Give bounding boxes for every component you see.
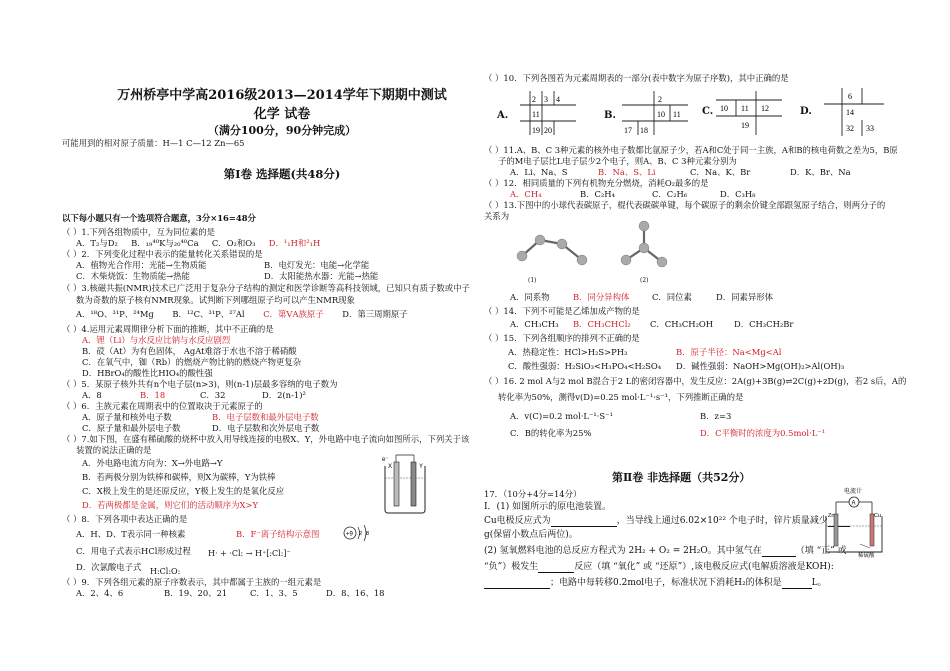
q10-a-n6: 20: [544, 126, 552, 135]
q13-molecule-2: [616, 220, 676, 275]
q17-line5: [484, 562, 834, 573]
q15-stem: （ ）15．下列各组顺序的排列不正确的是: [484, 333, 640, 343]
q13-opt-c: C．同位素: [652, 292, 692, 302]
q8-opt-d: D．次氯酸电子式: [76, 562, 142, 572]
q10-table-c: [714, 88, 784, 138]
q11-stem2: 子的M电子层比L电子层少2个电子，则A、B、C 3种元素分别为: [498, 156, 737, 166]
q12-opt-a: A．CH₄: [510, 189, 542, 199]
q7-opt-c: C．X极上发生的是还原反应，Y极上发生的是氧化反应: [82, 486, 285, 496]
q17-head: 17．（10分+4分=14分）: [484, 489, 582, 499]
q8-hcl-formula: H· + ·Cl: → H⁺[:Cl:]⁻: [208, 549, 291, 558]
q17-blank-cu-eq[interactable]: [551, 517, 617, 527]
q4-stem: （ ）4.运用元素周期律分析下面的推断，其中不正确的是: [62, 324, 274, 334]
q6-stem: （ ）6．主族元素在周期表中的位置取决于元素原子的: [62, 401, 263, 411]
q10-opt-b-label: B.: [604, 110, 616, 121]
q12-opt-b: B．C₂H₄: [580, 189, 615, 199]
q17-l2a: Cu电极反应式为: [484, 516, 551, 526]
q1-opt-b: B．₁₉⁴⁰K与₂₀⁴⁰Ca: [131, 238, 199, 248]
q7-stem: （ ）7.如下图，在盛有稀硫酸的烧杯中放入用导线连接的电极X、Y，外电路中电子流向如图所示，下列关于该: [62, 434, 470, 444]
q17-diag-cu-label: Cu: [874, 513, 882, 519]
q12-stem: （ ）12．相同质量的下列有机物充分燃烧，消耗O₂最多的是: [484, 178, 709, 188]
q7-stem2: 装置的说法正确的是: [76, 445, 152, 455]
q17-line4: [484, 546, 847, 557]
q4-opt-d: D．HBrO₄的酸性比HIO₄的酸性强: [82, 368, 213, 378]
q10-d-n4: 33: [866, 124, 874, 133]
q17-blank-reaction-type[interactable]: [538, 563, 574, 573]
q3-stem: （ ）3.核磁共振(NMR)技术已广泛用于复杂分子结构的测定和医学诊断等高科技领域，已知只有质子数或中子: [62, 283, 470, 293]
q1-stem: （ ）1.下列各组物质中，互为同位素的是: [62, 227, 216, 237]
part2-title: 第Ⅱ卷 非选择题（共52分）: [612, 471, 751, 484]
q11-opt-d: D．K、Br、Na: [790, 167, 851, 177]
q10-b-n5: 18: [640, 126, 648, 135]
q10-c-n1: 10: [720, 104, 728, 113]
q9-opt-c: C．1、3、5: [250, 588, 298, 598]
q10-c-n2: 11: [741, 104, 749, 113]
q11-opt-a: A．Li、Na、S: [510, 167, 568, 177]
q10-b-n2: 10: [657, 110, 665, 119]
q10-a-n3: 4: [556, 95, 560, 104]
q10-table-b: [620, 88, 690, 138]
q13-label-2: (2): [640, 277, 649, 284]
q10-opt-a-label: A.: [497, 110, 509, 121]
q2-opt-a: A．植物光合作用：光能→生物质能: [76, 260, 207, 270]
q3-options: [76, 309, 408, 320]
exam-title: 万州桥亭中学高2016级2013—2014学年下期期中测试: [117, 88, 447, 103]
q2-stem: （ ）2．下列变化过程中表示的能量转化关系错误的是: [62, 249, 263, 259]
q5-opt-c: C．32: [200, 390, 226, 400]
q16-opt-c: C．B的转化率为25%: [510, 428, 592, 438]
q5-opt-d: D．2(n-1)²: [262, 390, 306, 400]
q10-stem: （ ）10．下列各图若为元素周期表的一部分(表中数字为原子序数)，其中正确的是: [484, 73, 789, 83]
q17-l4b: （填 “正” 或: [795, 546, 847, 556]
q16-stem: （ ）16. 2 mol A与2 mol B混合于2 L的密闭容器中，发生反应：2A(g)+3B(g)⇌2C(g)+zD(g)，若2 s后，A的: [484, 376, 907, 386]
q8-opt-a: A．H、D、T表示同一种核素: [76, 529, 186, 539]
part1-title: 第Ⅰ卷 选择题(共48分): [223, 167, 341, 181]
q17-diag-zn-label: Zn: [828, 513, 835, 519]
q3-stem2: 数为奇数的原子核有NMR现象。试判断下列哪组原子均可以产生NMR现象: [76, 295, 355, 305]
q1-opt-a: A．T₂与D₂: [76, 238, 118, 248]
svg-text:Y: Y: [419, 464, 424, 470]
q13-stem2: 关系为: [484, 211, 510, 221]
q3-opt-d: D．第三周期原子: [342, 309, 408, 319]
q7-opt-a: A．外电路电流方向为：X→外电路→Y: [82, 458, 223, 468]
q11-stem: （ ）11.A、B、C 3种元素的核外电子数都比氩原子少，若A和C处于同一主族，A和B的核电荷数之差为5，B原: [484, 145, 898, 155]
q17-l2b: ，当导线上通过6.02×10²² 个电子时，锌片质量减少: [616, 516, 828, 526]
q11-opt-c: C．Na、K、Br: [690, 167, 751, 177]
q8-opt-b: B．F⁻离子结构示意图: [236, 529, 320, 539]
q8-opt-c: C．用电子式表示HCl形成过程: [76, 546, 191, 556]
q11-opt-b: B．Na、S、Li: [598, 167, 656, 177]
exam-score-note: （满分100分，90分钟完成）: [207, 124, 357, 137]
q10-b-n1: 2: [658, 95, 662, 104]
q10-b-n3: 11: [673, 110, 681, 119]
q10-c-n3: 12: [761, 104, 769, 113]
q17-diag-acid-label: 稀硫酸: [858, 553, 875, 558]
q7-opt-b: B．若两极分别为铁棒和碳棒，则X为碳棒，Y为铁棒: [82, 472, 276, 482]
q5-opt-a: A．8: [82, 390, 102, 400]
svg-text:+9: +9: [346, 531, 353, 538]
q3-opt-b: B．¹²C、³¹P、²⁷Al: [172, 309, 245, 319]
q9-opt-a: A．2、4、6: [76, 588, 124, 598]
q17-sub1: Ⅰ．(1) 如图所示的原电池装置。: [484, 502, 612, 512]
q10-a-n5: 19: [532, 126, 540, 135]
q10-a-n1: 2: [532, 95, 536, 104]
q9-opt-b: B．19、20、21: [164, 588, 228, 598]
q17-l3: g(保留小数点后两位)。: [484, 530, 578, 540]
q14-opt-b: B．CH₃CHCl₂: [573, 319, 631, 329]
q15-opt-d: D．碱性强弱：NaOH>Mg(OH)₂>Al(OH)₃: [676, 361, 845, 371]
q4-opt-b: B．砹（At）为有色固体， AgAt难溶于水也不溶于稀硝酸: [82, 346, 297, 356]
q14-stem: （ ）14．下列不可能是乙烯加成产物的是: [484, 306, 640, 316]
q10-d-n2: 14: [846, 108, 854, 117]
atomic-mass-note: 可能用到的相对原子质量：H—1 C—12 Zn—65: [62, 138, 245, 148]
svg-text:2: 2: [359, 531, 363, 537]
q12-opt-d: D．C₃H₈: [720, 189, 756, 199]
q10-opt-c-label: C.: [702, 106, 714, 117]
q7-beaker-diagram: [380, 452, 430, 514]
q10-table-d: [822, 86, 886, 138]
q10-d-n3: 32: [846, 124, 854, 133]
q14-opt-c: C．CH₃CH₂OH: [650, 319, 714, 329]
q16-stem2: 转化率为50%，测得v(D)=0.25 mol·L⁻¹·s⁻¹，下列推断正确的是: [498, 392, 744, 402]
q16-opt-a: A．v(C)=0.2 mol·L⁻¹·S⁻¹: [510, 411, 613, 421]
q17-l6: ；电路中每转移0.2mol电子，标准状况下消耗H₂的体积是: [550, 578, 782, 588]
q14-opt-d: D．CH₃CH₂Br: [734, 319, 794, 329]
q10-a-n4: 11: [532, 110, 540, 119]
q16-opt-d: D．C平衡时的浓度为0.5mol·L⁻¹: [700, 428, 826, 438]
q13-stem: （ ）13.下图中的小球代表碳原子，棍代表碳碳单键，每个碳原子的剩余价键全部跟氢原子结合，则两分子的: [484, 200, 886, 210]
q17-diag-meter-label: 电流计: [844, 489, 863, 495]
q10-d-n1: 6: [848, 92, 852, 101]
q6-opt-a: A．原子量和核外电子数: [82, 412, 172, 422]
q8-hclo-formula: H:Cl:O:: [150, 567, 181, 576]
q6-opt-c: C．原子量和最外层电子数: [82, 423, 181, 433]
part1-instruction: 以下每小题只有一个选项符合题意，3分×16=48分: [62, 213, 256, 223]
q17-blank-electrode[interactable]: [762, 547, 796, 557]
q9-opt-d: D．8、16、18: [326, 588, 385, 598]
q3-opt-c: C．第ⅤA族原子: [263, 309, 324, 319]
q7-opt-d: D．若两极都是金属，则它们的活动顺序为X>Y: [82, 500, 258, 510]
q6-opt-d: D．电子层数和次外层电子数: [212, 423, 320, 433]
q2-opt-d: D．太阳能热水器：光能→热能: [264, 271, 379, 281]
q4-opt-c: C．在氧气中，铷（Rb）的燃烧产物比钠的燃烧产物更复杂: [82, 357, 302, 367]
q15-opt-b: B．原子半径：Na<Mg<Al: [676, 347, 782, 357]
q10-opt-d-label: D.: [800, 106, 812, 117]
q10-b-n4: 17: [624, 126, 632, 135]
q17-l5a: “负”）极发生: [484, 562, 539, 572]
q14-opt-a: A．CH₃CH₃: [510, 319, 559, 329]
q17-line2: [484, 516, 850, 527]
q2-opt-c: C．木柴烧饭：生物质能→热能: [76, 271, 190, 281]
q10-c-n4: 19: [741, 121, 749, 130]
q3-opt-a: A．¹⁸O、³¹P、²⁴Mg: [76, 309, 154, 319]
q13-opt-d: D．同素异形体: [716, 292, 773, 302]
q17-l6end: L。: [811, 578, 827, 588]
svg-text:8: 8: [366, 531, 370, 537]
q2-opt-b: B．电灯发光：电能→化学能: [264, 260, 370, 270]
q8-stem: （ ）8．下列各项中表达正确的是: [62, 514, 188, 524]
f-ion-structure-icon: [340, 523, 374, 543]
q15-opt-c: C．酸性强弱：H₂SiO₃<H₃PO₄<H₂SO₄: [508, 361, 662, 371]
q17-l4a: (2) 氢氧燃料电池的总反应方程式为 2H₂ + O₂ = 2H₂O。其中氢气在: [484, 546, 762, 556]
svg-text:A: A: [851, 500, 856, 507]
q16-opt-b: B．z=3: [700, 411, 732, 421]
q10-table-a: [518, 88, 578, 138]
q13-label-1: (1): [528, 277, 537, 284]
q9-stem: （ ）9．下列各组元素的原子序数表示，其中都属于主族的一组元素是: [62, 577, 322, 587]
q13-opt-a: A．同系物: [510, 292, 550, 302]
svg-text:X: X: [388, 464, 393, 470]
q1-opt-c: C．O₂和O₃: [211, 238, 256, 248]
q15-opt-a: A．热稳定性：HCl>H₂S>PH₃: [508, 347, 628, 357]
q5-opt-b: B．18: [140, 390, 166, 400]
q4-opt-a: A．锂（Li）与水反应比钠与水反应剧烈: [82, 335, 231, 345]
q13-opt-b: B．同分异构体: [573, 292, 630, 302]
q17-line6: [484, 578, 827, 589]
q13-molecule-1: [510, 224, 600, 274]
q1-options: [76, 238, 320, 249]
q1-opt-d: D．¹₁H和²₁H: [268, 238, 321, 248]
exam-subject: 化学 试卷: [253, 107, 311, 122]
q17-blank-h2-volume[interactable]: [782, 579, 812, 589]
q6-opt-b: B．电子层数和最外层电子数: [212, 412, 319, 422]
q10-a-n2: 3: [544, 95, 548, 104]
svg-text:e⁻: e⁻: [382, 457, 389, 463]
q5-stem: （ ）5．某原子核外共有n个电子层(n>3)，则(n-1)层最多容纳的电子数为: [62, 379, 338, 389]
q12-opt-c: C．C₂H₆: [652, 189, 688, 199]
q17-blank-electrode-eq[interactable]: [484, 579, 550, 589]
q17-l5b: 反应（填 “氧化” 或 “还原”）,该电极反应式(电解质溶液是KOH):: [574, 562, 834, 572]
q17-galvanic-cell-diagram: [820, 486, 890, 558]
